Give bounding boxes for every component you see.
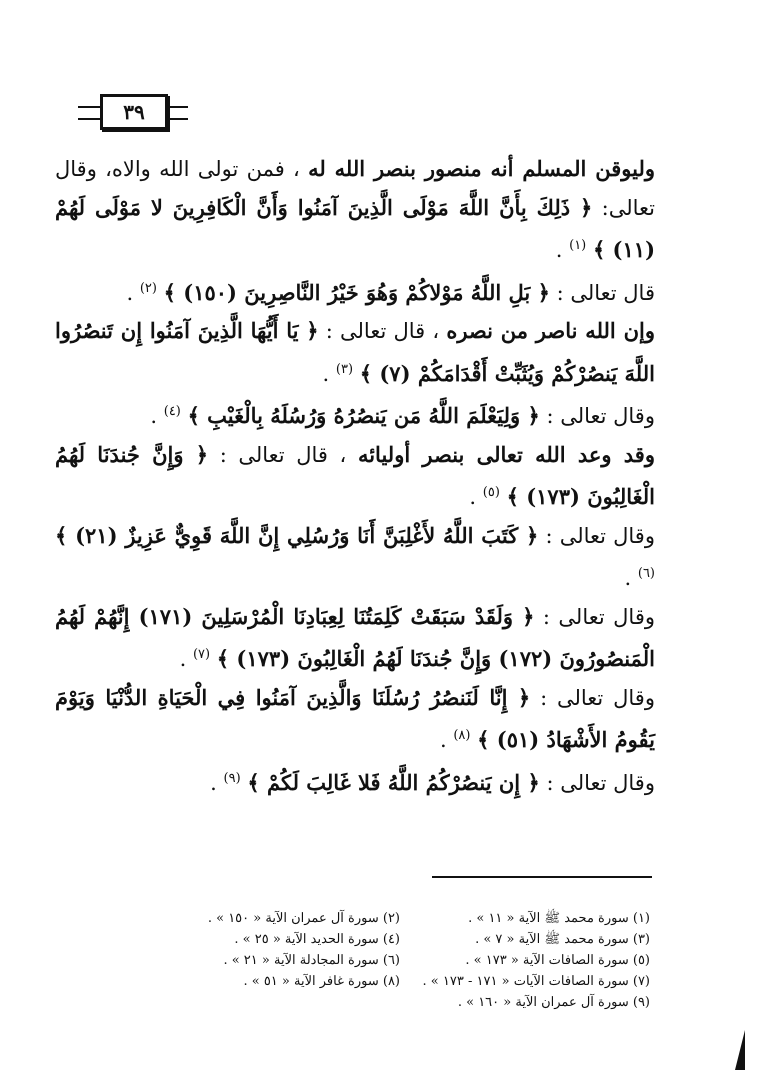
footnote: (٨) سورة غافر الآية « ٥١ » . — [243, 974, 400, 989]
footnote: (٣) سورة محمد ﷺ الآية « ٧ » . — [475, 932, 650, 947]
paragraph-4 — [55, 393, 655, 436]
footnote-row — [150, 971, 650, 992]
quran-verse: ﴿ وَإِنَّ جُندَنَا لَهُمُ الْغَالِبُونَ (١٧٣) ﴾ — [55, 441, 655, 509]
footnote-ref: (١) — [569, 238, 587, 253]
quran-verse: ﴿ إِنَّا لَنَنصُرُ رُسُلَنَا وَالَّذِينَ آمَنُوا فِي الْحَيَاةِ الدُّنْيَا وَيَوْمَ يَقُومُ الأَشْهَادُ (٥١) ﴾ — [55, 684, 655, 752]
footnote-ref: (٤) — [163, 404, 181, 419]
end-dot: . — [150, 404, 158, 428]
footnote: (٧) سورة الصافات الآيات « ١٧١ - ١٧٣ » . — [422, 974, 650, 989]
footnote: (٢) سورة آل عمران الآية « ١٥٠ » . — [207, 911, 400, 926]
footnote-row — [150, 950, 650, 971]
footnote-ref: (٢) — [139, 280, 157, 296]
paragraph-text: وقال تعالى : — [540, 685, 655, 710]
paragraph-5 — [55, 436, 655, 517]
end-dot: . — [439, 728, 447, 752]
footnote-row — [150, 992, 650, 1013]
end-dot: . — [126, 280, 134, 305]
page-header — [78, 94, 188, 132]
footnote: (٥) سورة الصافات الآية « ١٧٣ » . — [465, 953, 650, 968]
paragraph-text: وقال تعالى : — [545, 523, 655, 548]
paragraph-3 — [55, 312, 655, 393]
quran-verse: ﴿ إِن يَنصُرْكُمُ اللَّهُ فَلا غَالِبَ لَكُمْ ﴾ — [247, 769, 540, 795]
paragraph-7 — [55, 598, 655, 679]
footnote-ref: (٦) — [637, 566, 655, 581]
paragraph-text: ، قال تعالى : — [219, 442, 347, 467]
footnote-row — [150, 908, 650, 929]
paragraph-lead: وقد وعد الله تعالى بنصر أوليائه — [357, 441, 655, 467]
end-dot: . — [322, 361, 330, 386]
paragraph-9 — [55, 760, 655, 803]
quran-verse: ﴿ وَلَقَدْ سَبَقَتْ كَلِمَتُنَا لِعِبَادِنَا الْمُرْسَلِينَ (١٧١) إِنَّهُمْ لَهُمُ الْمَنصُورُونَ (١٧٢) وَإِنَّ جُندَنَا لَهُمُ الْغَالِبُونَ (١٧٣) ﴾ — [55, 603, 655, 671]
paragraph-lead: وإن الله ناصر من نصره — [446, 318, 655, 343]
quran-verse: ﴿ ذَلِكَ بِأَنَّ اللَّهَ مَوْلَى الَّذِينَ آمَنُوا وَأَنَّ الْكَافِرِينَ لا مَوْلَى لَهُمْ (١١) ﴾ — [55, 194, 655, 262]
footnote-ref: (٧) — [192, 647, 211, 662]
quran-verse: ﴿ وَلِيَعْلَمَ اللَّهُ مَن يَنصُرُهُ وَرُسُلَهُ بِالْغَيْبِ ﴾ — [187, 403, 540, 428]
quran-verse: ﴿ بَلِ اللَّهُ مَوْلاكُمْ وَهُوَ خَيْرُ النَّاصِرِينَ (١٥٠) ﴾ — [163, 279, 550, 305]
paragraph-text: وقال تعالى : — [546, 770, 655, 795]
paragraph-text: ، قال تعالى : — [325, 319, 440, 343]
corner-mark-icon — [735, 1030, 745, 1070]
quran-verse: ﴿ كَتَبَ اللَّهُ لأَغْلِبَنَّ أَنَا وَرُسُلِي إِنَّ اللَّهَ قَوِيٌّ عَزِيزٌ (٢١) ﴾ — [55, 522, 539, 548]
end-dot: . — [179, 647, 187, 671]
paragraph-6 — [55, 517, 655, 598]
paragraph-lead: وليوقن المسلم أنه منصور بنصر الله له — [308, 156, 655, 181]
paragraph-1 — [55, 150, 655, 270]
paragraph-text: وقال تعالى : — [546, 404, 655, 428]
end-dot: . — [624, 566, 632, 590]
footnote-ref: (٩) — [223, 770, 241, 786]
page-number: ٣٩ — [100, 94, 168, 130]
end-dot: . — [210, 770, 217, 795]
footnote-ref: (٨) — [453, 728, 471, 743]
footnote: (٩) سورة آل عمران الآية « ١٦٠ » . — [457, 995, 650, 1010]
quran-verse: ﴿ يَا أَيُّهَا الَّذِينَ آمَنُوا إِن تَنصُرُوا اللَّهَ يَنصُرْكُمْ وَيُثَبِّتْ أَقْدَامَكُمْ (٧) ﴾ — [55, 318, 655, 386]
footnote: (٦) سورة المجادلة الآية « ٢١ » . — [223, 953, 400, 968]
scan-edge-mark — [735, 990, 749, 1070]
paragraph-2 — [55, 270, 655, 313]
body-text — [55, 150, 655, 802]
footnote-row — [150, 929, 650, 950]
header-rule-right — [166, 106, 188, 120]
footnote-ref: (٥) — [482, 485, 500, 500]
footnotes — [150, 908, 650, 1013]
paragraph-text: قال تعالى : — [556, 280, 655, 305]
footnote-separator — [432, 876, 652, 878]
footnote: (٤) سورة الحديد الآية « ٢٥ » . — [234, 932, 400, 947]
paragraph-text: وقال تعالى : — [542, 604, 655, 629]
footnote: (١) سورة محمد ﷺ الآية « ١١ » . — [468, 911, 650, 926]
footnote-ref: (٣) — [335, 361, 354, 377]
header-rule-left — [78, 106, 100, 120]
end-dot: . — [469, 485, 477, 509]
end-dot: . — [555, 238, 563, 262]
paragraph-text: ، فمن تولى الله والاه، وقال تعالى: — [55, 157, 655, 220]
paragraph-8 — [55, 679, 655, 760]
